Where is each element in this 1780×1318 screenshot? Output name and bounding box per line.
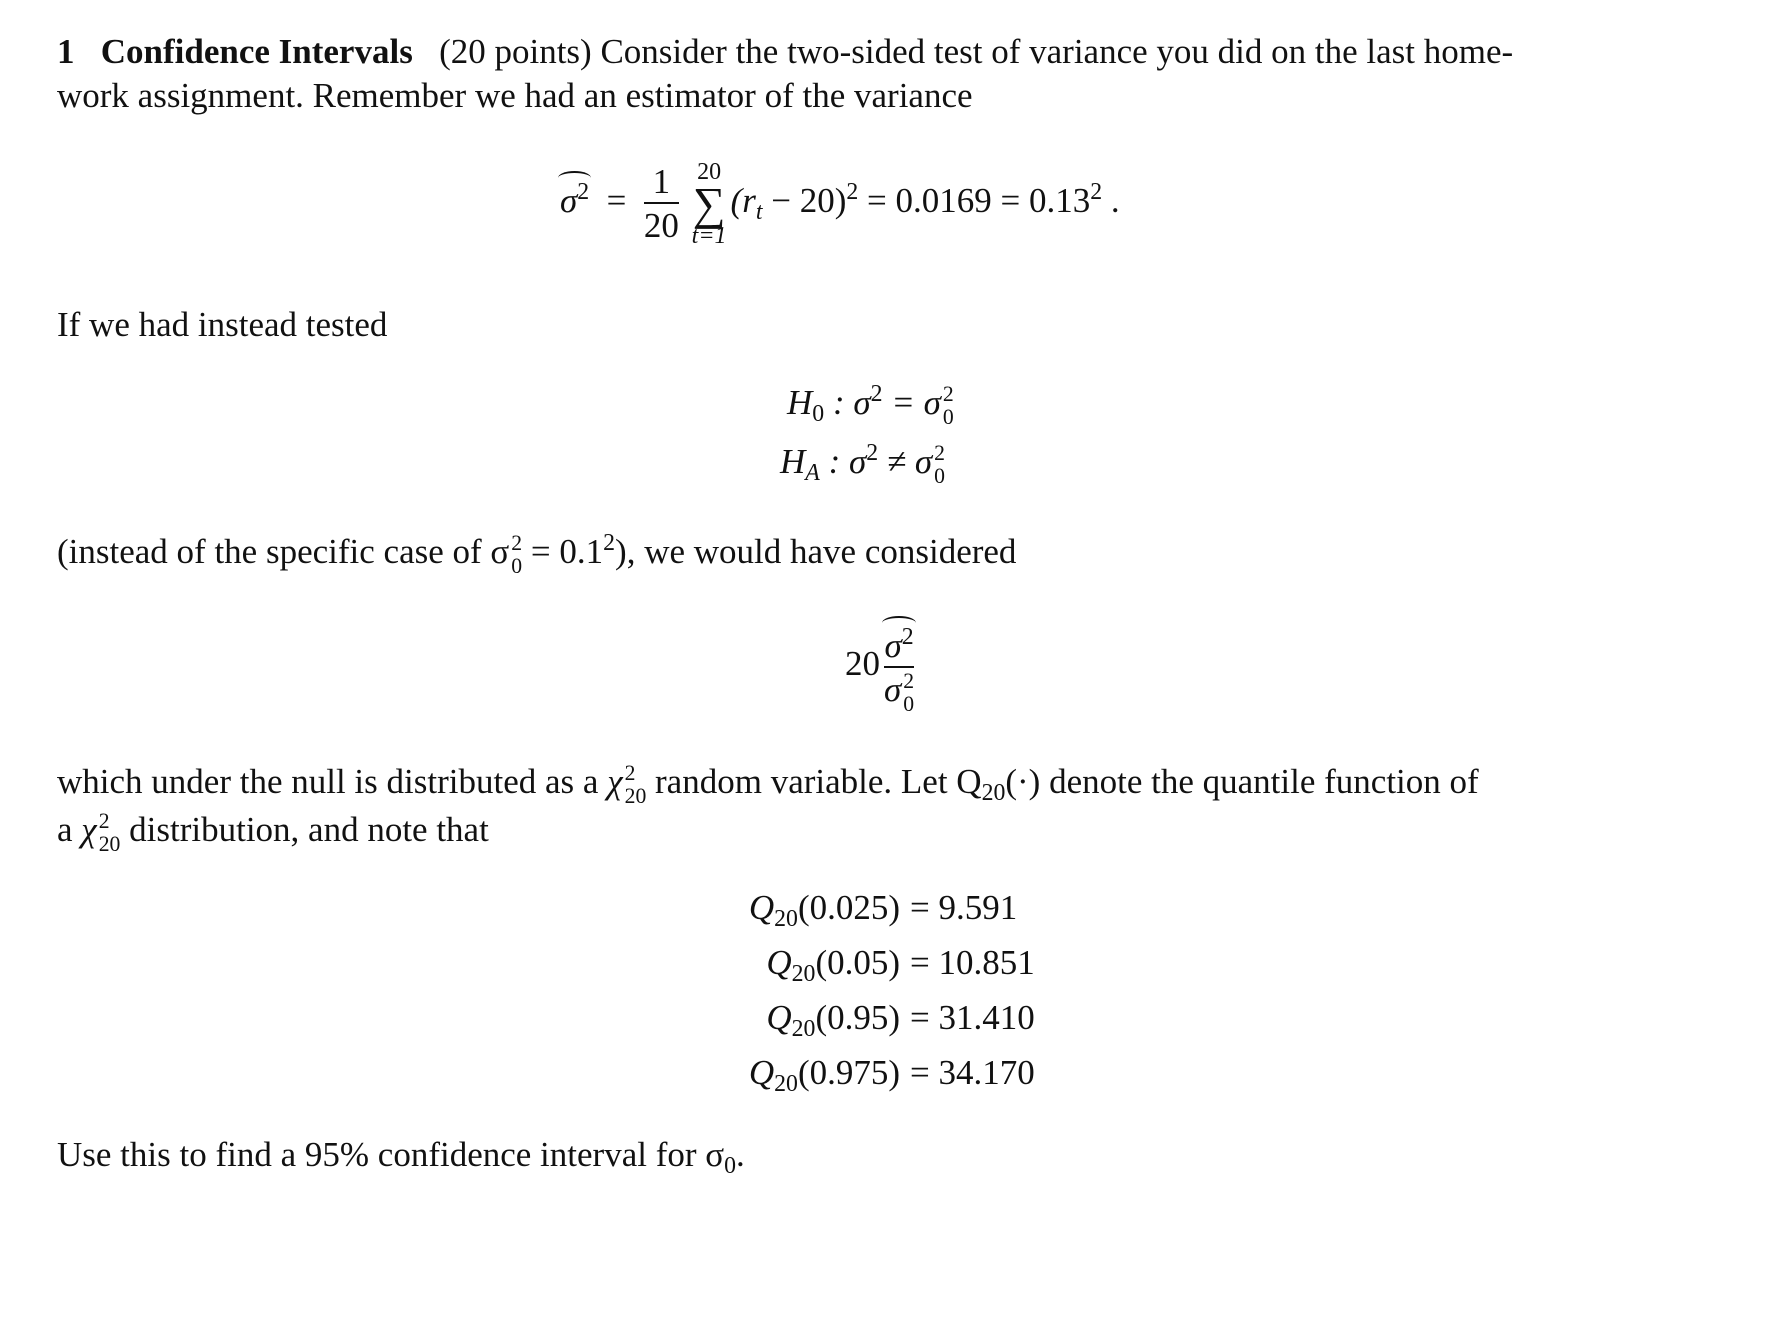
instead-paragraph: (instead of the specific case of σ 2 0 = $0.1^2$), we would have considered xyxy=(57,529,1017,578)
task-paragraph: Use this to find a 95% confidence interval for $\sigma_0$. xyxy=(57,1135,745,1180)
tested-paragraph: If we had instead tested xyxy=(57,305,388,344)
variance-estimator-equation: $\sigma^2$ = $\frac{1}{20}$ 20 ∑ t=1 $(r_t - 20)^2 = 0.0169 = 0.13^2$ . xyxy=(560,159,1120,249)
quantile-row: $Q_{20}(0.05)$ = 10.851 xyxy=(766,943,1035,988)
distribution-paragraph: which under the null is distributed as a χ 2 20 random variable. Let $Q_{20}(\cdot)$ denote the quantile function of a χ 2 20 distribution, and note that xyxy=(57,761,1479,856)
heading-paragraph xyxy=(57,30,1513,118)
quantile-row: $Q_{20}(0.975)$ = 34.170 xyxy=(748,1053,1035,1098)
section-number: 1 xyxy=(57,32,75,71)
estimator-value: = 0.0169 = 0.13 xyxy=(867,181,1091,221)
quantile-table xyxy=(700,880,1035,1100)
null-hypothesis: $H_0$ : $\sigma^2 = \sigma$ 2 0 xyxy=(787,380,954,429)
section-title: Confidence Intervals xyxy=(100,32,413,71)
sigma-hat: $\sigma^2$ xyxy=(560,178,590,221)
quantile-row: $Q_{20}(0.95)$ = 31.410 xyxy=(766,998,1035,1043)
test-statistic xyxy=(845,618,914,716)
points-label: (20 points) xyxy=(439,32,592,71)
intro-text: Consider the two-sided test of variance you did on the last home- xyxy=(600,32,1514,71)
alternative-hypothesis: $H_A$ : $\sigma^2 \ne \sigma$ 2 0 xyxy=(780,439,945,488)
coefficient: 20 xyxy=(845,644,880,684)
one-over-twenty: $\frac{1}{20}$ xyxy=(643,161,679,245)
quantile-row: $Q_{20}(0.025)$ = 9.591 xyxy=(748,888,1018,933)
sigma-ratio: $\sigma^2$ σ 2 0 xyxy=(884,623,915,717)
intro-text-cont: work assignment. Remember we had an estimator of the variance xyxy=(57,76,973,115)
summation: 20 ∑ t=1 xyxy=(691,159,727,249)
